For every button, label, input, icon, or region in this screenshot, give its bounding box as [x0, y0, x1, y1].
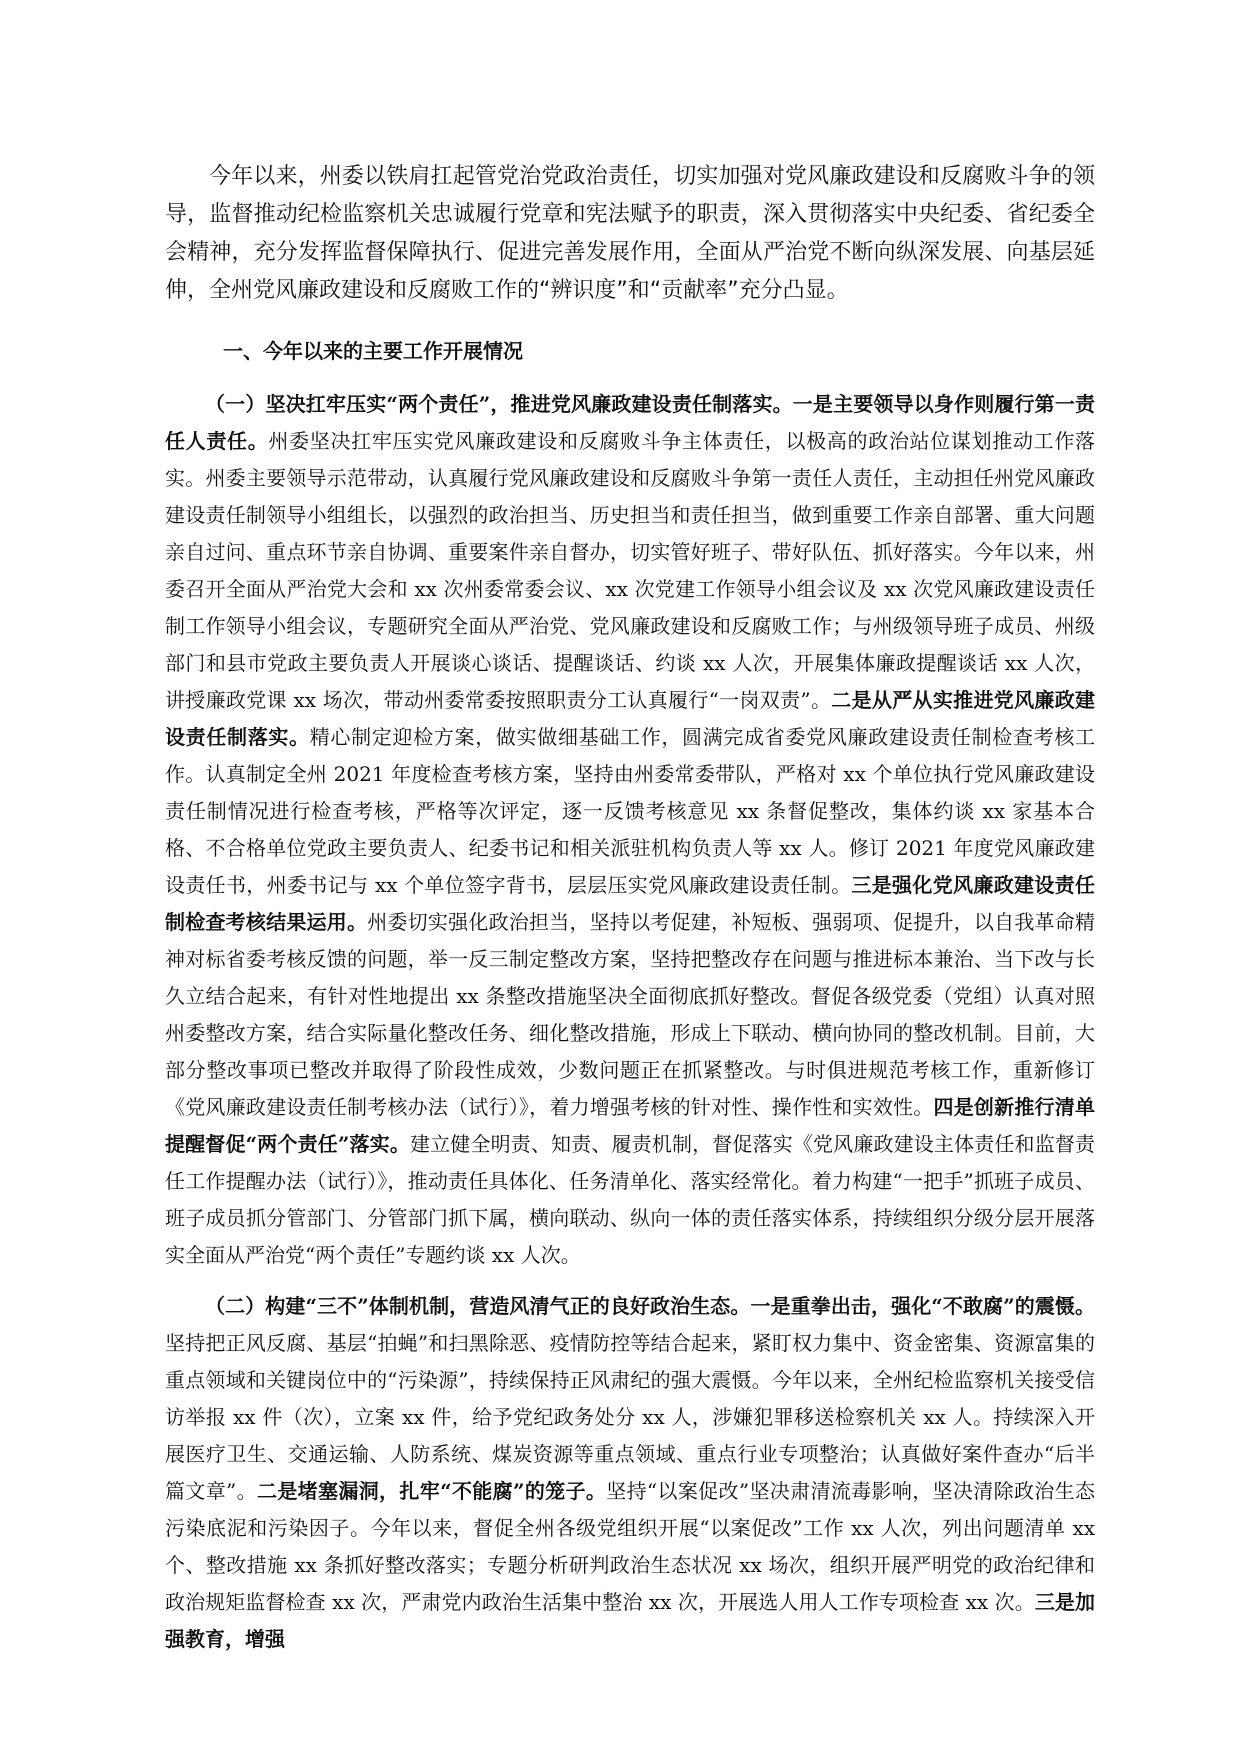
- paragraph-responsibility: [165, 386, 1095, 1274]
- bold-lead: （二）构建“三不”体制机制，营造风清气正的良好政治生态。一是重拳出击，强化“不敢腐”的震慑。: [205, 1294, 1095, 1318]
- bold-lead: 三是加强教育，增强: [165, 1590, 1095, 1651]
- intro-paragraph: 今年以来，州委以铁肩扛起管党治党政治责任，切实加强对党风廉政建设和反腐败斗争的领导，监督推动纪检监察机关忠诚履行党章和宪法赋予的职责，深入贯彻落实中央纪委、省纪委全会精神，充分发挥监督保障执行、促进完善发展作用，全面从严治党不断向纵深发展、向基层延伸，全州党风廉政建设和反腐败工作的“辨识度”和“贡献率”充分凸显。: [165, 164, 1095, 303]
- bold-lead: 二是从严从实推进党风廉政建设责任制落实。: [165, 688, 1096, 749]
- body-text: 建立健全明责、知责、履责机制，督促落实《党风廉政建设主体责任和监督责任工作提醒办法（试行）》，推动责任具体化、任务清单化、落实经常化。着力构建“一把手”抓班子成员、班子成员抓分管部门、分管部门抓下属，横向联动、纵向一体的责任落实体系，持续组织分级分层开展落实全面从严治党“两个责任”专题约谈 xx 人次。: [165, 1132, 1095, 1267]
- bold-lead: 二是堵塞漏洞，扎牢“不能腐”的笼子。: [256, 1479, 607, 1503]
- body-text: 州委切实强化政治担当，坚持以考促建，补短板、强弱项、促提升，以自我革命精神对标省委考核反馈的问题，举一反三制定整改方案，坚持把整改存在问题与推进标本兼治、当下改与长久立结合起来，有针对性地提出 xx 条整改措施坚决全面彻底抓好整改。督促各级党委（党组）认真对照州委整改方案，结合实际量化整改任务、细化整改措施，形成上下联动、横向协同的整改机制。目前，大部分整改事项已整改并取得了阶段性成效，少数问题正在抓紧整改。与时俱进规范考核工作，重新修订《党风廉政建设责任制考核办法（试行）》，着力增强考核的针对性、操作性和实效性。: [165, 910, 1096, 1119]
- body-text: 州委坚决扛牢压实党风廉政建设和反腐败斗争主体责任，以极高的政治站位谋划推动工作落实。州委主要领导示范带动，认真履行党风廉政建设和反腐败斗争第一责任人责任，主动担任州党风廉政建设责任制领导小组组长，以强烈的政治担当、历史担当和责任担当，做到重要工作亲自部署、重大问题亲自过问、重点环节亲自协调、重要案件亲自督办，切实管好班子、带好队伍、抓好落实。今年以来，州委召开全面从严治党大会和 xx 次州委常委会议、xx 次党建工作领导小组会议及 xx 次党风廉政建设责任制工作领导小组会议，专题研究全面从严治党、党风廉政建设和反腐败工作；与州级领导班子成员、州级部门和县市党政主要负责人开展谈心谈话、提醒谈话、约谈 xx 人次，开展集体廉政提醒谈话 xx 人次，讲授廉政党课 xx 场次，带动州委常委按照职责分工认真履行“一岗双责”。: [165, 429, 1096, 712]
- body-text: 精心制定迎检方案，做实做细基础工作，圆满完成省委党风廉政建设责任制检查考核工作。认真制定全州 2021 年度检查考核方案，坚持由州委常委带队，严格对 xx 个单位执行党风廉政建设责任制情况进行检查考核，严格等次评定，逐一反馈考核意见 xx 条督促整改，集体约谈 xx 家基本合格、不合格单位党政主要负责人、纪委书记和相关派驻机构负责人等 xx 人。修订 2021 年度党风廉政建设责任书，州委书记与 xx 个单位签字背书，层层压实党风廉政建设责任制。: [165, 725, 1096, 897]
- paragraph-three-no: [165, 1288, 1095, 1658]
- body-text: 坚持“以案促改”坚决肃清流毒影响，坚决清除政治生态污染底泥和污染因子。今年以来，督促全州各级党组织开展“以案促改”工作 xx 人次，列出问题清单 xx 个、整改措施 xx 条抓好整改落实；专题分析研判政治生态状况 xx 场次，组织开展严明党的政治纪律和政治规矩监督检查 xx 次，严肃党内政治生活集中整治 xx 次，开展选人用人工作专项检查 xx 次。: [165, 1479, 1095, 1614]
- section-heading: 一、今年以来的主要工作开展情况: [223, 339, 523, 363]
- bold-lead: 四是创新推行清单提醒督促“两个责任”落实。: [165, 1095, 1096, 1156]
- body-text: 坚持把正风反腐、基层“拍蝇”和扫黑除恶、疫情防控等结合起来，紧盯权力集中、资金密集、资源富集的重点领域和关键岗位中的“污染源”，持续保持正风肃纪的强大震慑。今年以来，全州纪检监察机关接受信访举报 xx 件（次），立案 xx 件，给予党纪政务处分 xx 人，涉嫌犯罪移送检察机关 xx 人。持续深入开展医疗卫生、交通运输、人防系统、煤炭资源等重点领域、重点行业专项整治；认真做好案件查办“后半篇文章”。: [165, 1331, 1095, 1503]
- bold-lead: （一）坚决扛牢压实“两个责任”，推进党风廉政建设责任制落实。一是主要领导以身作则履行第一责任人责任。: [165, 392, 1095, 453]
- document-page: [165, 158, 1095, 1672]
- bold-lead: 三是强化党风廉政建设责任制检查考核结果运用。: [165, 873, 1096, 934]
